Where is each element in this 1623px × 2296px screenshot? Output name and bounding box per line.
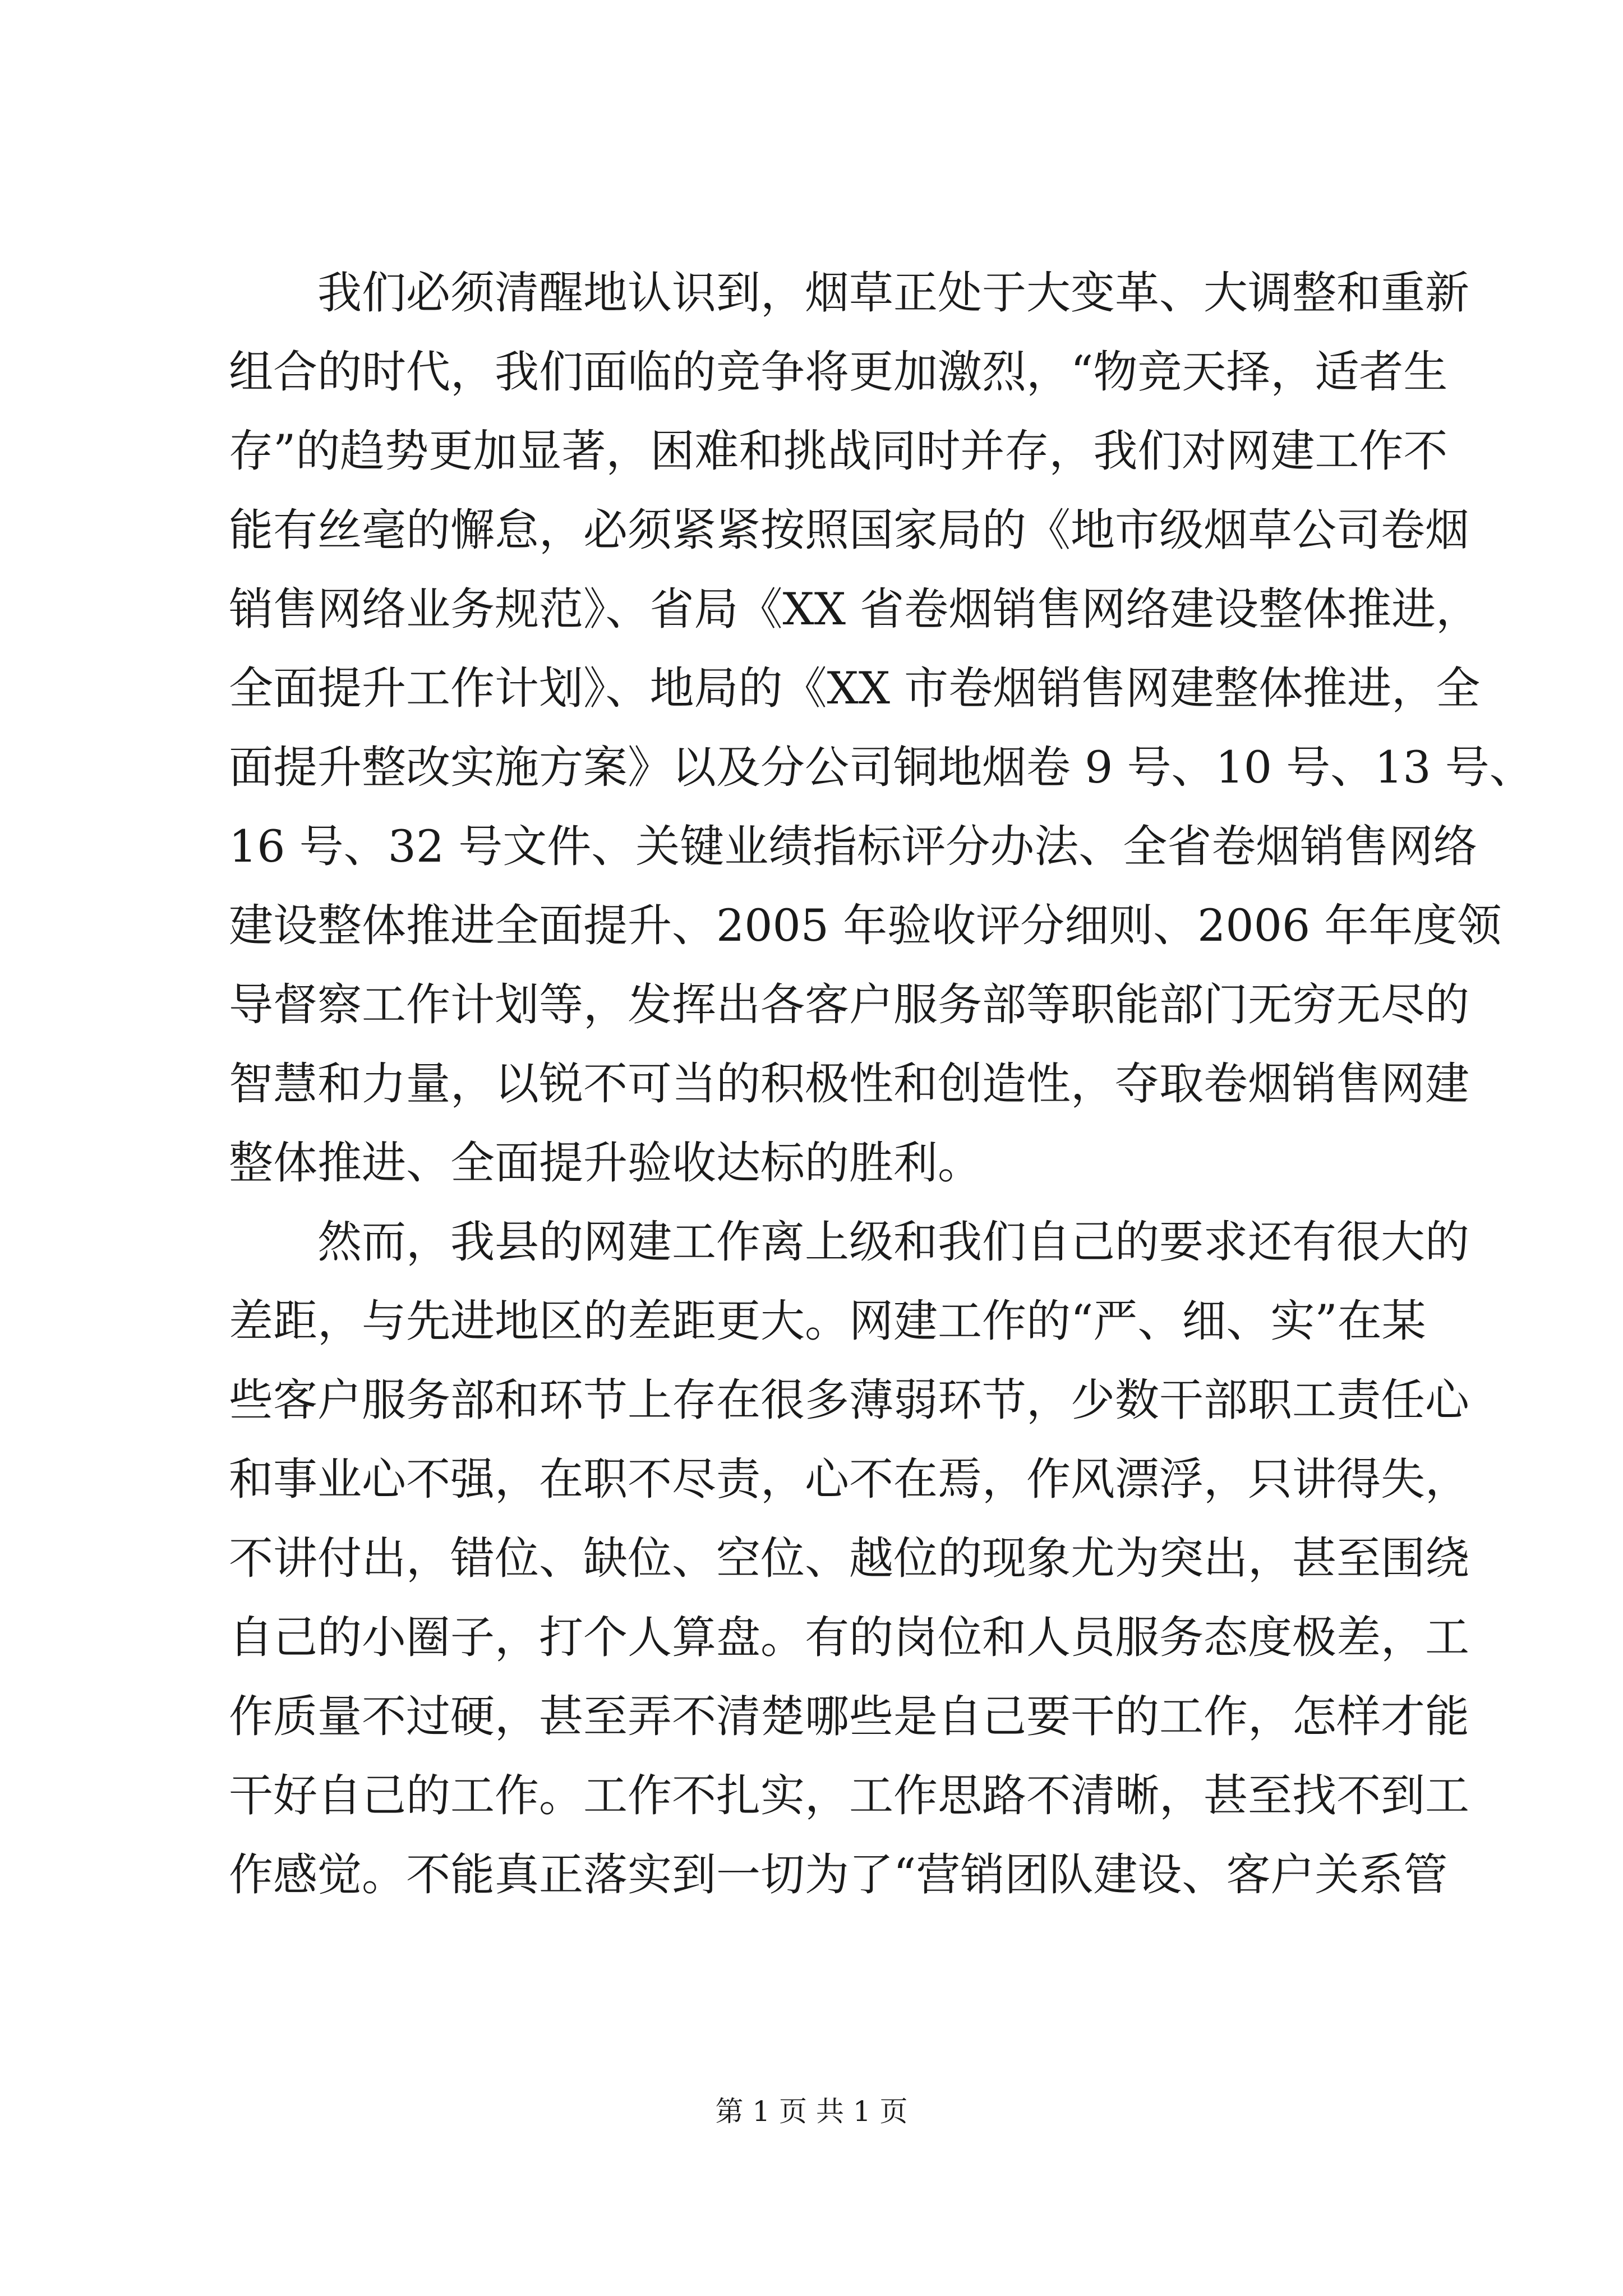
paragraph-1-line-5: 销售网络业务规范》、省局《XX 省卷烟销售网络建设整体推进， <box>229 583 1481 635</box>
page-footer <box>0 2095 1623 2128</box>
paragraph-1-line-1: 我们必须清醒地认识到，烟草正处于大变革、大调整和重新 <box>317 267 1469 319</box>
paragraph-2-line-8: 干好自己的工作。工作不扎实，工作思路不清晰，甚至找不到工 <box>229 1770 1469 1821</box>
page-number-label: 第 1 页 共 1 页 <box>715 2095 908 2128</box>
paragraph-2-line-9: 作感觉。不能真正落实到一切为了“营销团队建设、客户关系管 <box>229 1849 1448 1901</box>
paragraph-1-line-9: 建设整体推进全面提升、2005 年验收评分细则、2006 年年度领 <box>229 900 1502 951</box>
paragraph-2-line-2: 差距，与先进地区的差距更大。网建工作的“严、细、实”在某 <box>229 1295 1426 1347</box>
paragraph-2-line-6: 自己的小圈子，打个人算盘。有的岗位和人员服务态度极差，工 <box>229 1612 1469 1663</box>
paragraph-2-line-5: 不讲付出，错位、缺位、空位、越位的现象尤为突出，甚至围绕 <box>229 1533 1469 1584</box>
paragraph-1-line-8: 16 号、32 号文件、关键业绩指标评分办法、全省卷烟销售网络 <box>229 821 1478 872</box>
paragraph-1-line-4: 能有丝毫的懈怠，必须紧紧按照国家局的《地市级烟草公司卷烟 <box>229 504 1469 556</box>
paragraph-1-line-6: 全面提升工作计划》、地局的《XX 市卷烟销售网建整体推进，全 <box>229 662 1481 714</box>
paragraph-2-line-3: 些客户服务部和环节上存在很多薄弱环节，少数干部职工责任心 <box>229 1374 1469 1426</box>
paragraph-1-line-12: 整体推进、全面提升验收达标的胜利。 <box>229 1137 982 1189</box>
paragraph-1-line-7: 面提升整改实施方案》以及分公司铜地烟卷 9 号、10 号、13 号、 <box>229 742 1534 793</box>
paragraph-2-line-4: 和事业心不强，在职不尽责，心不在焉，作风漂浮，只讲得失， <box>229 1453 1469 1505</box>
document-body <box>229 254 1534 1915</box>
paragraph-2-line-7: 作质量不过硬，甚至弄不清楚哪些是自己要干的工作，怎样才能 <box>229 1691 1469 1742</box>
paragraph-2-line-1: 然而，我县的网建工作离上级和我们自己的要求还有很大的 <box>317 1216 1469 1268</box>
paragraph-1-line-10: 导督察工作计划等，发挥出各客户服务部等职能部门无穷无尽的 <box>229 979 1469 1030</box>
paragraph-1-line-2: 组合的时代，我们面临的竞争将更加激烈，“物竞天择，适者生 <box>229 346 1448 398</box>
paragraph-1-line-3: 存”的趋势更加显著，困难和挑战同时并存，我们对网建工作不 <box>229 425 1448 477</box>
paragraph-1-line-11: 智慧和力量，以锐不可当的积极性和创造性，夺取卷烟销售网建 <box>229 1058 1469 1110</box>
